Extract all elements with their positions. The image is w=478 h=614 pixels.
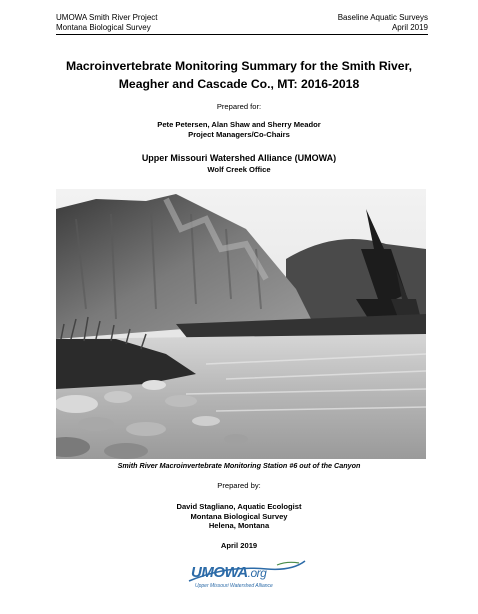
author-location: Helena, Montana: [208, 521, 270, 530]
document-title: [0, 57, 478, 93]
client-names: Pete Petersen, Alan Shaw and Sherry Meador: [157, 120, 321, 129]
cover-photo: [56, 189, 426, 459]
publication-date: April 2019: [220, 541, 258, 550]
header-date: April 2019: [391, 23, 428, 32]
author-organization: Montana Biological Survey: [190, 511, 288, 521]
photo-caption: Smith River Macroinvertebrate Monitoring Station #6 out of the Canyon: [117, 461, 361, 470]
logo-wordmark: [191, 564, 266, 581]
logo-name: UMOWA: [191, 564, 248, 581]
client-contacts: [0, 120, 478, 140]
header-report-type: Baseline Aquatic Surveys: [337, 13, 428, 22]
running-header-right: [338, 13, 428, 33]
running-header-left: [56, 13, 158, 33]
header-rule: [56, 34, 428, 35]
header-organization: Montana Biological Survey: [56, 23, 151, 32]
header-project: UMOWA Smith River Project: [56, 13, 158, 22]
prepared-for-label: Prepared for:: [216, 102, 262, 111]
author-name: David Stagliano, Aquatic Ecologist: [176, 502, 302, 511]
title-line-2: Meagher and Cascade Co., MT: 2016-2018: [118, 77, 360, 91]
umowa-logo: [183, 559, 308, 595]
logo-tagline: Upper Missouri Watershed Alliance: [195, 583, 273, 589]
river-canyon-photo: [56, 189, 426, 459]
prepared-by-label: Prepared by:: [217, 481, 261, 490]
author-block: [0, 502, 478, 531]
client-office: Wolf Creek Office: [207, 165, 271, 174]
title-line-1: Macroinvertebrate Monitoring Summary for the Smith River,: [65, 59, 413, 73]
client-organization: Upper Missouri Watershed Alliance (UMOWA): [141, 153, 337, 163]
client-roles: Project Managers/Co-Chairs: [188, 130, 290, 139]
logo-suffix: .org: [247, 566, 267, 580]
